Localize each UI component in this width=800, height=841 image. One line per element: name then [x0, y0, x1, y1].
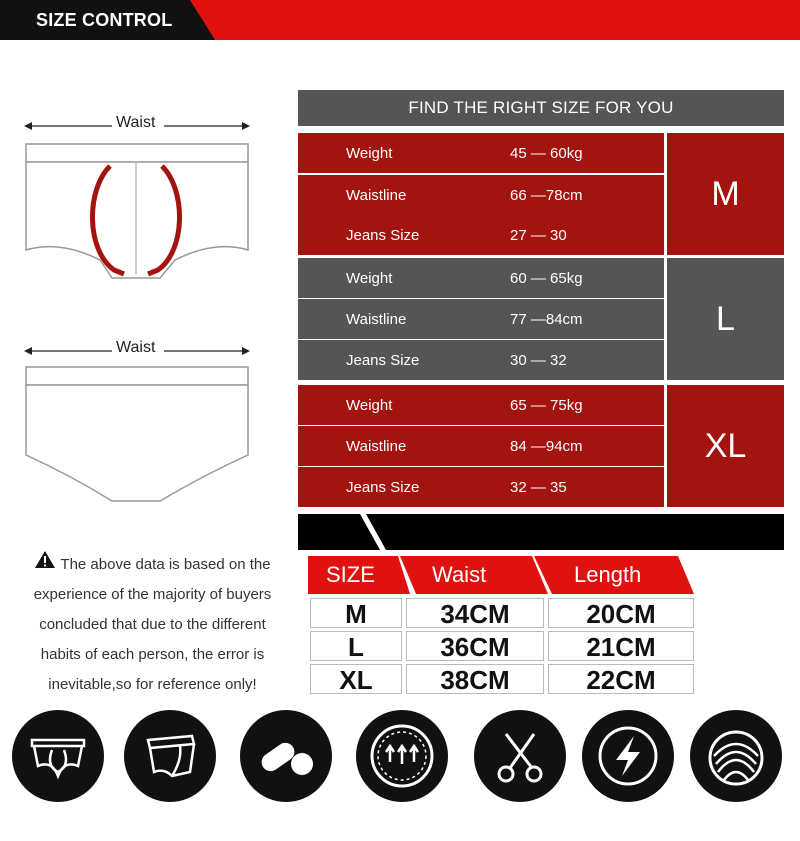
back-diagram	[0, 325, 290, 515]
measure-length-l: 21CM	[548, 631, 694, 661]
table-row: Jeans Size 32 — 35	[298, 467, 664, 507]
measure-header-length: Length	[574, 562, 642, 587]
back-waist-label: Waist	[112, 339, 159, 357]
measure-waist-l: 36CM	[406, 631, 544, 661]
table-row: Jeans Size 30 — 32	[298, 340, 664, 380]
measure-size-xl: XL	[310, 664, 402, 694]
table-row: Weight 65 — 75kg	[298, 385, 664, 425]
measure-size-m: M	[310, 598, 402, 628]
measure-size-l: L	[310, 631, 402, 661]
measure-waist-m: 34CM	[406, 598, 544, 628]
measure-header-waist: Waist	[432, 562, 487, 587]
quick-dry-icon	[582, 710, 674, 802]
table-row: Waistline 66 —78cm	[298, 175, 664, 215]
table-row: Jeans Size 27 — 30	[298, 215, 664, 255]
measure-length-xl: 22CM	[548, 664, 694, 694]
table-row: Waistline 84 —94cm	[298, 426, 664, 466]
table-row: Weight 60 — 65kg	[298, 258, 664, 298]
size-table-title: FIND THE RIGHT SIZE FOR YOU	[298, 90, 784, 126]
brief-side-icon	[124, 710, 216, 802]
soft-fiber-icon	[690, 710, 782, 802]
pouch-icon	[12, 710, 104, 802]
front-waist-label: Waist	[112, 114, 159, 132]
size-cell-l: L	[667, 258, 784, 380]
size-cell-xl: XL	[667, 385, 784, 507]
measure-header-size: SIZE	[326, 562, 375, 587]
measure-waist-xl: 38CM	[406, 664, 544, 694]
table-row: Weight 45 — 60kg	[298, 133, 664, 173]
table-row: Waistline 77 —84cm	[298, 299, 664, 339]
disclaimer: The above data is based on the experience of the majority of buyers concluded that due to the different habits of each person, the error is inevitable,so for reference only!	[15, 550, 290, 700]
breathable-fabric-icon	[356, 710, 448, 802]
warning-icon	[34, 550, 56, 580]
capsule-icon	[240, 710, 332, 802]
front-diagram	[0, 100, 290, 290]
scissors-icon	[474, 710, 566, 802]
measure-length-m: 20CM	[548, 598, 694, 628]
page-title: SIZE CONTROL	[36, 10, 173, 30]
size-cell-m: M	[667, 133, 784, 255]
